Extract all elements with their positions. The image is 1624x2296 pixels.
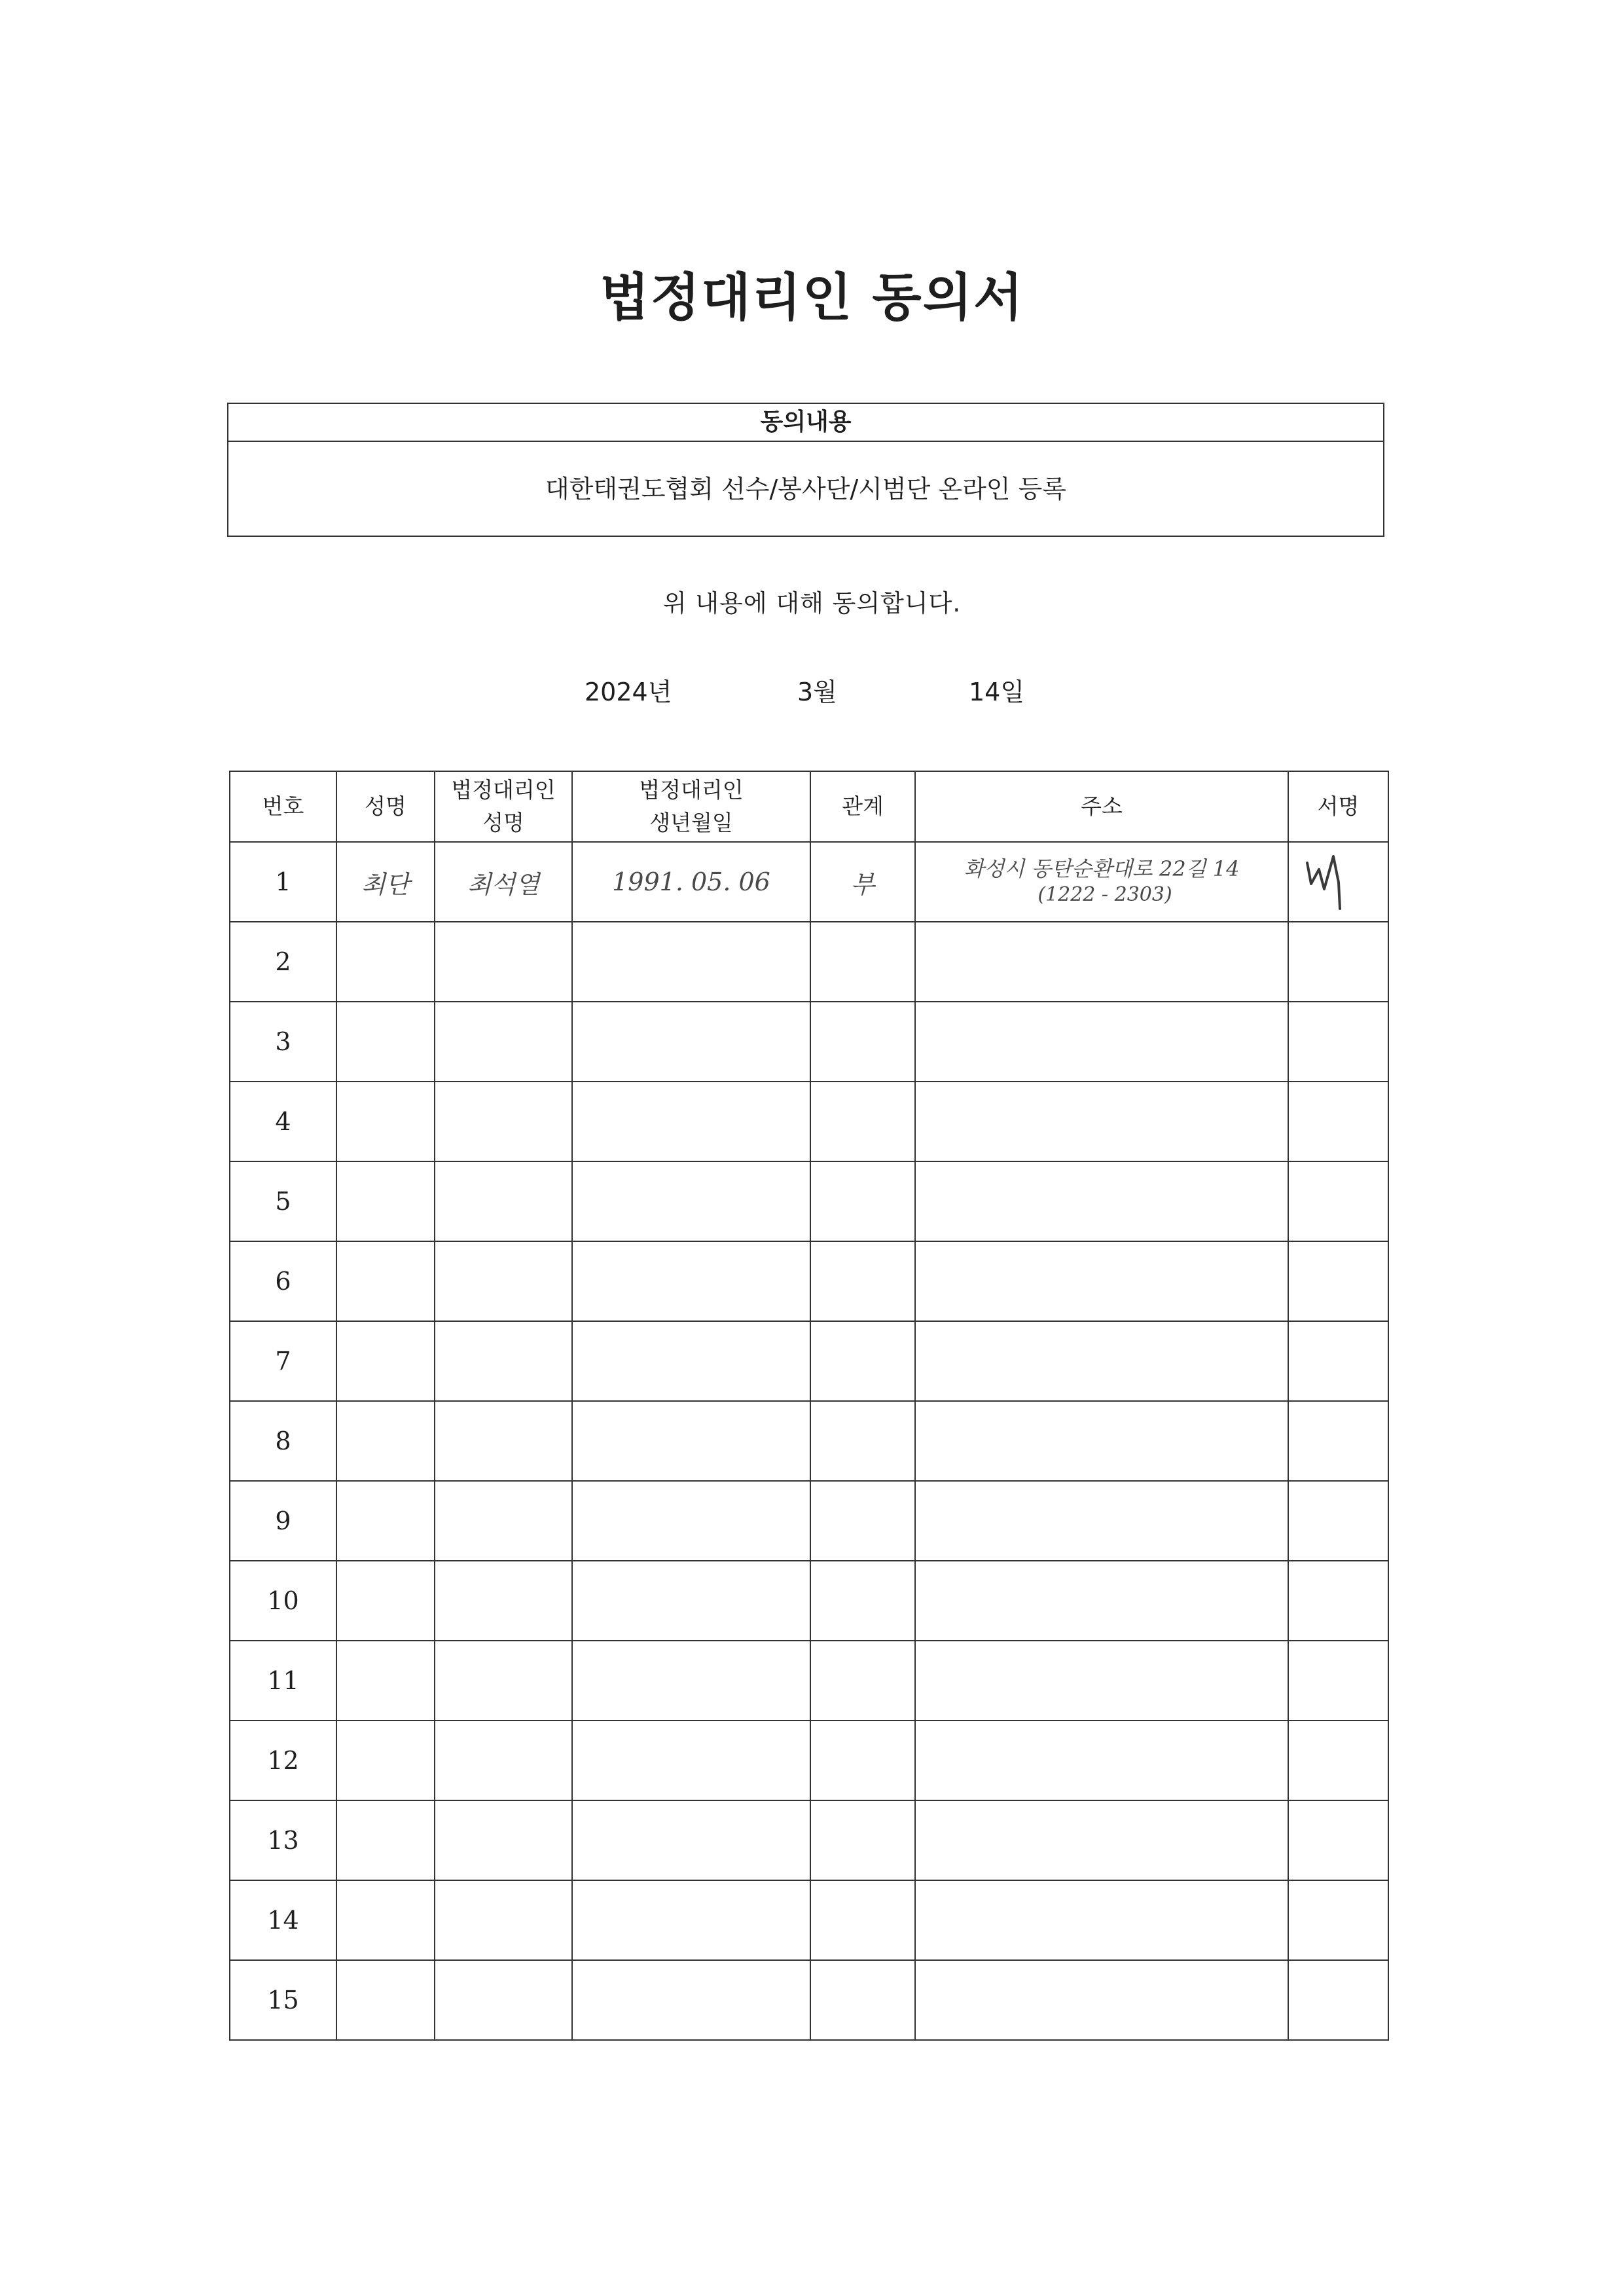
- table-row: [230, 1241, 1388, 1321]
- consent-content: 대한태권도협회 선수/봉사단/시범단 온라인 등록: [545, 475, 1066, 503]
- table-header-row: [230, 771, 1388, 842]
- consent-statement: 위 내용에 대해 동의합니다.: [662, 589, 962, 617]
- cell-relation: [810, 1321, 915, 1401]
- cell-no: 2: [230, 922, 336, 1002]
- cell-signature: [1288, 1321, 1388, 1401]
- table-row: [230, 1321, 1388, 1401]
- cell-name: [336, 922, 435, 1002]
- cell-relation: [810, 1161, 915, 1241]
- cell-guardian-birth: [572, 1002, 810, 1082]
- cell-address: [915, 1082, 1288, 1161]
- cell-address: [915, 1561, 1288, 1641]
- header-signature: 서명: [1288, 771, 1388, 842]
- cell-address: [915, 1960, 1288, 2040]
- header-guardian-name: [435, 771, 572, 842]
- cell-guardian-birth: [572, 1960, 810, 2040]
- cell-name: [336, 1721, 435, 1800]
- consent-heading: 동의내용: [228, 404, 1383, 442]
- cell-guardian-name: [435, 1401, 572, 1481]
- cell-no: 10: [230, 1561, 336, 1641]
- cell-relation: 부: [810, 842, 915, 922]
- cell-guardian-birth: [572, 1721, 810, 1800]
- table-row: [230, 1800, 1388, 1880]
- cell-relation: [810, 1401, 915, 1481]
- cell-no: 8: [230, 1401, 336, 1481]
- cell-name: [336, 1641, 435, 1721]
- table-row: [230, 1641, 1388, 1721]
- handwritten-signature: [1299, 843, 1378, 915]
- table-row: [230, 1161, 1388, 1241]
- cell-signature: [1288, 1241, 1388, 1321]
- cell-signature: [1288, 1880, 1388, 1960]
- cell-address: [915, 1321, 1288, 1401]
- cell-address: [915, 1241, 1288, 1321]
- date-month: 3월: [797, 678, 837, 706]
- cell-address: [915, 1880, 1288, 1960]
- cell-address: [915, 1481, 1288, 1561]
- cell-address: [915, 1641, 1288, 1721]
- cell-no: 4: [230, 1082, 336, 1161]
- cell-signature: [1288, 842, 1388, 922]
- cell-address: [915, 1161, 1288, 1241]
- cell-guardian-name: [435, 1721, 572, 1800]
- cell-guardian-name: [435, 1161, 572, 1241]
- cell-address: [915, 842, 1288, 922]
- table-row: [230, 922, 1388, 1002]
- cell-no: 9: [230, 1481, 336, 1561]
- table-row: [230, 842, 1388, 922]
- cell-signature: [1288, 1721, 1388, 1800]
- cell-no: 12: [230, 1721, 336, 1800]
- table-row: [230, 1082, 1388, 1161]
- table-row: [230, 1481, 1388, 1561]
- cell-signature: [1288, 1561, 1388, 1641]
- cell-guardian-name: [435, 1082, 572, 1161]
- header-guardian-name-line2: 성명: [482, 810, 524, 835]
- table-row: [230, 1960, 1388, 2040]
- date-day: 14일: [969, 678, 1025, 706]
- cell-no: 11: [230, 1641, 336, 1721]
- cell-relation: [810, 1002, 915, 1082]
- cell-guardian-name: [435, 1002, 572, 1082]
- cell-guardian-name: 최석열: [435, 842, 572, 922]
- cell-guardian-birth: [572, 1800, 810, 1880]
- cell-signature: [1288, 1401, 1388, 1481]
- cell-no: 3: [230, 1002, 336, 1082]
- cell-relation: [810, 1561, 915, 1641]
- header-guardian-birth-line1: 법정대리인: [639, 777, 744, 803]
- cell-guardian-birth: [572, 1241, 810, 1321]
- cell-no: 6: [230, 1241, 336, 1321]
- cell-guardian-birth: [572, 922, 810, 1002]
- cell-name: [336, 1241, 435, 1321]
- cell-guardian-birth: 1991. 05. 06: [572, 842, 810, 922]
- cell-guardian-birth: [572, 1481, 810, 1561]
- cell-guardian-birth: [572, 1321, 810, 1401]
- cell-address: [915, 1721, 1288, 1800]
- guardian-table: [229, 771, 1389, 2041]
- header-address: 주소: [915, 771, 1288, 842]
- cell-guardian-name: [435, 1481, 572, 1561]
- cell-name: [336, 1161, 435, 1241]
- cell-relation: [810, 922, 915, 1002]
- cell-name: [336, 1481, 435, 1561]
- cell-no: 15: [230, 1960, 336, 2040]
- table-row: [230, 1401, 1388, 1481]
- cell-guardian-birth: [572, 1880, 810, 1960]
- cell-relation: [810, 1481, 915, 1561]
- table-row: [230, 1721, 1388, 1800]
- cell-guardian-name: [435, 1241, 572, 1321]
- cell-address: [915, 1800, 1288, 1880]
- header-guardian-birth-line2: 생년월일: [649, 810, 733, 835]
- cell-guardian-name: [435, 1641, 572, 1721]
- header-relation: 관계: [810, 771, 915, 842]
- cell-name: 최단: [336, 842, 435, 922]
- cell-guardian-birth: [572, 1561, 810, 1641]
- cell-guardian-name: [435, 1561, 572, 1641]
- header-guardian-name-line1: 법정대리인: [451, 777, 556, 803]
- cell-guardian-name: [435, 1960, 572, 2040]
- cell-guardian-name: [435, 1880, 572, 1960]
- cell-guardian-name: [435, 922, 572, 1002]
- cell-name: [336, 1321, 435, 1401]
- table-row: [230, 1561, 1388, 1641]
- cell-guardian-birth: [572, 1161, 810, 1241]
- cell-signature: [1288, 1002, 1388, 1082]
- header-guardian-birth: [572, 771, 810, 842]
- header-no: 번호: [230, 771, 336, 842]
- cell-no: 1: [230, 842, 336, 922]
- cell-name: [336, 1800, 435, 1880]
- cell-name: [336, 1002, 435, 1082]
- cell-signature: [1288, 1800, 1388, 1880]
- cell-relation: [810, 1241, 915, 1321]
- cell-address: [915, 1401, 1288, 1481]
- cell-signature: [1288, 1960, 1388, 2040]
- address-line: 화성시 동탄순환대로 22길 14: [964, 856, 1240, 881]
- cell-signature: [1288, 1161, 1388, 1241]
- cell-no: 13: [230, 1800, 336, 1880]
- cell-name: [336, 1880, 435, 1960]
- table-row: [230, 1002, 1388, 1082]
- cell-signature: [1288, 922, 1388, 1002]
- cell-relation: [810, 1641, 915, 1721]
- cell-signature: [1288, 1481, 1388, 1561]
- cell-guardian-birth: [572, 1641, 810, 1721]
- cell-signature: [1288, 1641, 1388, 1721]
- consent-box: [227, 403, 1384, 537]
- cell-no: 14: [230, 1880, 336, 1960]
- cell-relation: [810, 1082, 915, 1161]
- cell-address: [915, 1002, 1288, 1082]
- cell-name: [336, 1561, 435, 1641]
- cell-signature: [1288, 1082, 1388, 1161]
- cell-name: [336, 1401, 435, 1481]
- cell-relation: [810, 1800, 915, 1880]
- cell-relation: [810, 1721, 915, 1800]
- cell-guardian-birth: [572, 1401, 810, 1481]
- table-row: [230, 1880, 1388, 1960]
- cell-guardian-name: [435, 1800, 572, 1880]
- cell-guardian-name: [435, 1321, 572, 1401]
- cell-guardian-birth: [572, 1082, 810, 1161]
- document-title: 법정대리인 동의서: [600, 268, 1024, 327]
- cell-no: 7: [230, 1321, 336, 1401]
- header-name: 성명: [336, 771, 435, 842]
- cell-no: 5: [230, 1161, 336, 1241]
- date-year: 2024년: [585, 678, 672, 706]
- cell-address: [915, 922, 1288, 1002]
- cell-relation: [810, 1880, 915, 1960]
- cell-relation: [810, 1960, 915, 2040]
- cell-name: [336, 1082, 435, 1161]
- cell-name: [336, 1960, 435, 2040]
- address-detail-line: (1222 - 2303): [1038, 883, 1172, 906]
